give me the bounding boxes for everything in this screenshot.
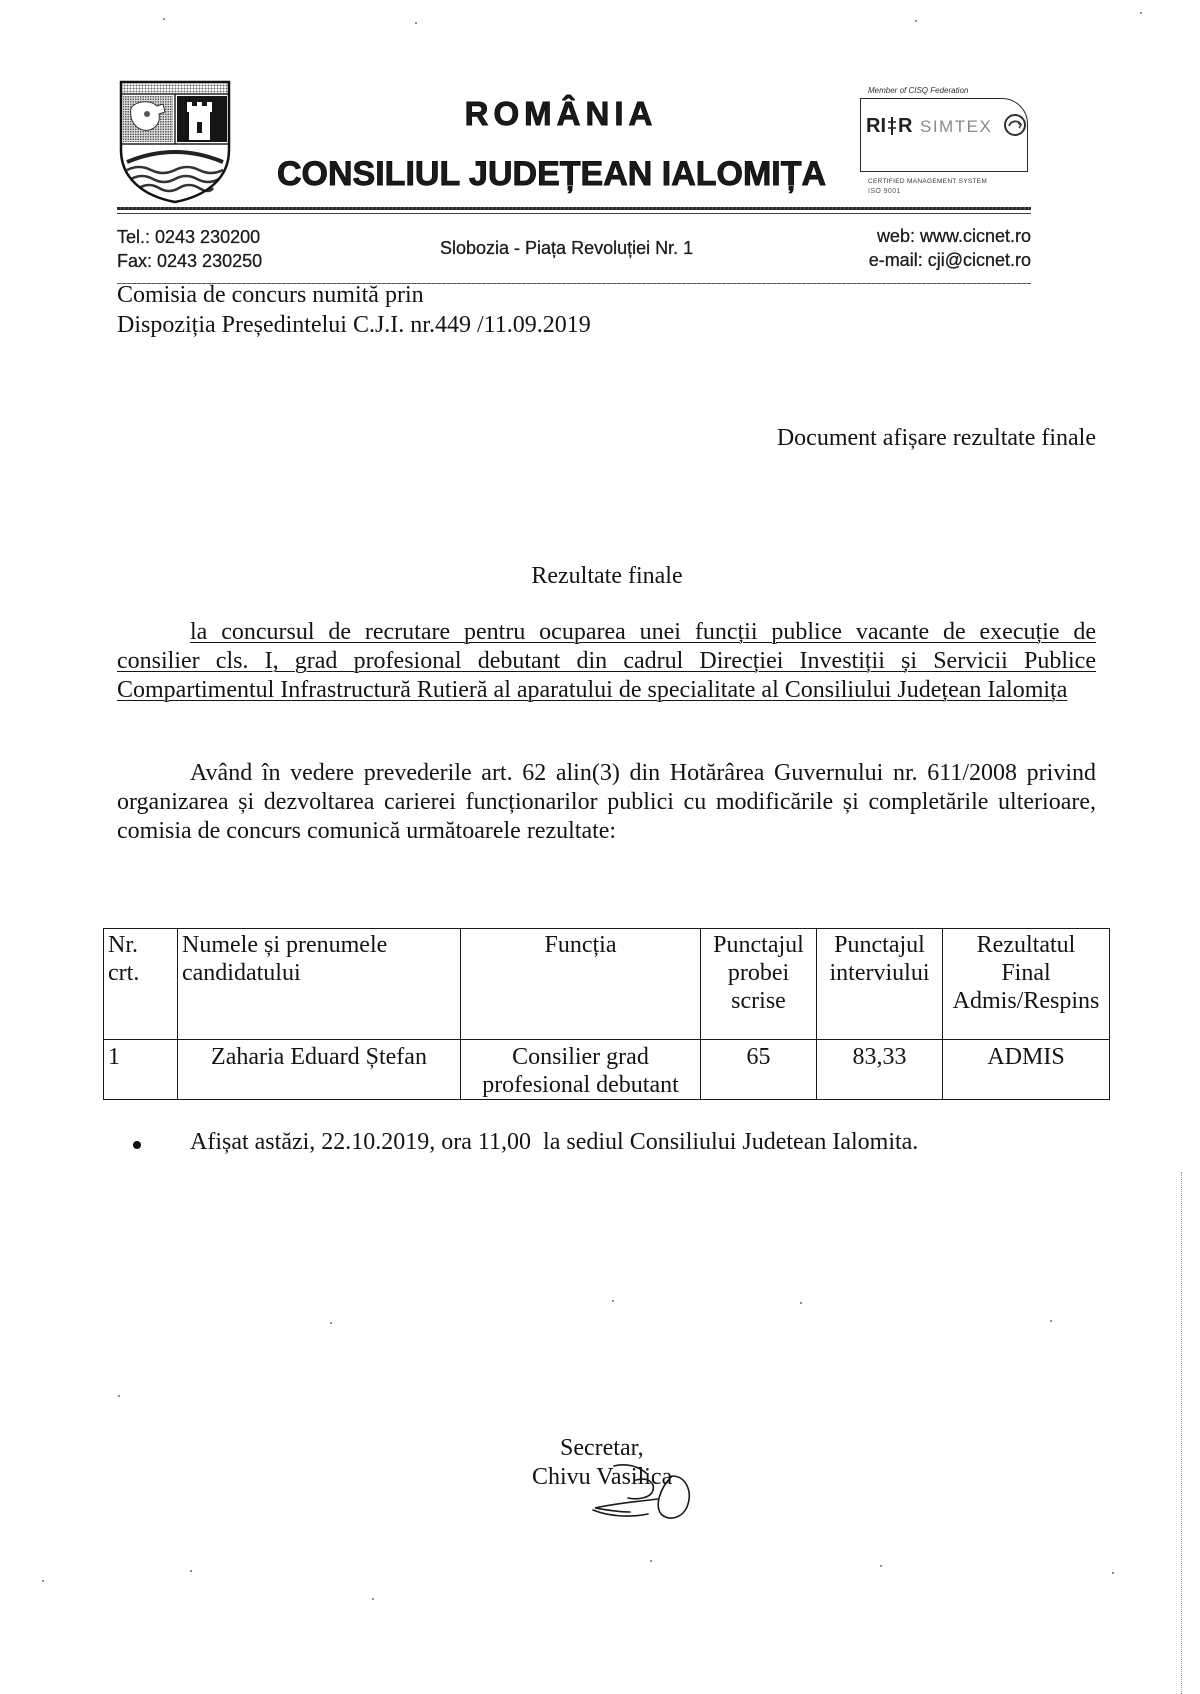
issuer-line: Comisia de concurs numită prin (117, 282, 424, 308)
scan-speck (915, 20, 917, 22)
table-cell-position: Consilier grad profesional debutant (461, 1040, 701, 1100)
certification-mark-right: R (898, 115, 913, 137)
signature-role: Secretar, (560, 1435, 644, 1461)
table-cell-candidate: Zaharia Eduard Ștefan (178, 1040, 461, 1100)
scan-speck (330, 1322, 332, 1324)
table-header-cell: Punctajul probei scrise (701, 929, 817, 1040)
document-title: Rezultate finale (531, 563, 683, 589)
scan-speck (880, 1565, 882, 1567)
certification-logo (858, 86, 1033, 198)
letterhead-rule (117, 207, 1031, 210)
scan-speck (42, 1580, 44, 1582)
scan-speck (1112, 1572, 1114, 1574)
coat-of-arms-icon (117, 78, 233, 204)
document-type: Document afișare rezultate finale (776, 425, 1096, 451)
subtitle-line: Compartimentul Infrastructură Rutieră al aparatului de specialitate al Consiliului Județean Ialomița (117, 677, 1068, 703)
scan-speck (118, 1395, 120, 1397)
table-header-cell: Funcția (461, 929, 701, 1040)
scan-speck (1050, 1320, 1052, 1322)
contact-email: e-mail: cji@cicnet.ro (868, 250, 1031, 270)
contact-address: Slobozia - Piața Revoluției Nr. 1 (440, 238, 694, 258)
bullet-icon (133, 1141, 141, 1149)
certification-mark (866, 114, 912, 138)
signature-name: Chivu Vasilica (532, 1464, 673, 1490)
subtitle-line: consilier cls. I, grad profesional debutant din cadrul Direcției Investiții și Servicii Publice (117, 648, 1096, 674)
certification-mark-left: RI (866, 115, 886, 137)
scan-speck (190, 1570, 192, 1572)
letterhead-rule (117, 213, 1031, 214)
table-header-cell: Punctajul interviului (817, 929, 943, 1040)
table-header-cell: Rezultatul Final Admis/Respins (943, 929, 1110, 1040)
scan-speck (650, 1560, 652, 1562)
contact-fax: Fax: 0243 230250 (117, 251, 263, 271)
contact-phone: Tel.: 0243 230200 (117, 227, 261, 247)
intro-line: organizarea și dezvoltarea carierei funcționarilor publici cu modificările și completările ulterioare, (117, 789, 1096, 815)
subtitle-line: la concursul de recrutare pentru ocuparea unei funcții publice vacante de execuție de (190, 619, 1096, 645)
certification-standard: ISO 9001 (868, 188, 901, 195)
scan-speck (800, 1302, 802, 1304)
certification-member-text: Member of CISQ Federation (868, 86, 969, 95)
certification-brand: SIMTEX (920, 117, 993, 136)
table-header-cell: Nr. crt. (104, 929, 178, 1040)
certification-ring-icon (1003, 113, 1027, 137)
results-table (103, 928, 1110, 1100)
scan-speck (415, 22, 417, 24)
institution-heading: CONSILIUL JUDEȚEAN IALOMIȚA (277, 155, 827, 193)
scan-speck (372, 1598, 374, 1600)
posting-notice: Afișat astăzi, 22.10.2019, ora 11,00 la sediul Consiliului Judetean Ialomita. (190, 1129, 919, 1155)
scan-edge-streak (1181, 1172, 1182, 1694)
issuer-line: Dispoziția Președintelui C.J.I. nr.449 /11.09.2019 (117, 312, 591, 338)
table-header-cell: Numele și prenumele candidatului (178, 929, 461, 1040)
table-cell-written-score: 65 (701, 1040, 817, 1100)
table-row (104, 1040, 1110, 1100)
table-cell-number: 1 (104, 1040, 178, 1100)
intro-line: Având în vedere prevederile art. 62 alin(3) din Hotărârea Guvernului nr. 611/2008 privind (190, 760, 1096, 786)
country-heading: ROMÂNIA (464, 95, 658, 132)
scan-speck (612, 1300, 614, 1302)
intro-line: comisia de concurs comunică următoarele rezultate: (117, 818, 617, 844)
scan-speck (163, 18, 165, 20)
scan-speck (1140, 12, 1142, 14)
table-cell-interview-score: 83,33 (817, 1040, 943, 1100)
table-cell-result: ADMIS (943, 1040, 1110, 1100)
table-header-row (104, 929, 1110, 1040)
certification-glyph-icon (887, 116, 897, 136)
certification-system-text: CERTIFIED MANAGEMENT SYSTEM (868, 178, 988, 185)
contact-web: web: www.cicnet.ro (876, 226, 1031, 246)
handwritten-signature-icon (586, 1458, 698, 1532)
